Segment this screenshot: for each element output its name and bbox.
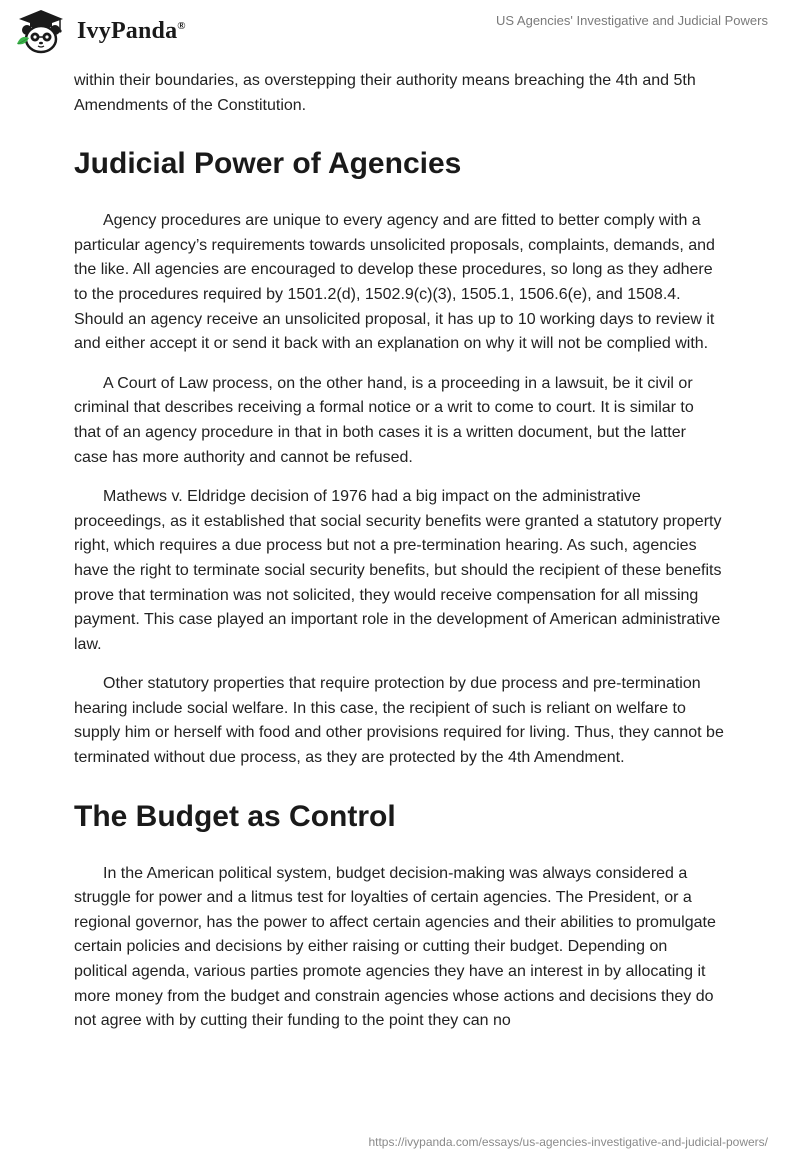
document-title: US Agencies' Investigative and Judicial Powers (495, 13, 768, 28)
registered-mark: ® (177, 20, 186, 32)
section-heading-judicial-power: Judicial Power of Agencies (74, 147, 462, 181)
paragraph: A Court of Law process, on the other hand, is a proceeding in a lawsuit, be it civil or criminal that describes receiving a formal notice or a writ to come to court. It is similar to that of an agency procedure in that in both cases it is a written document, but the latter case has more authority and cannot be refused. (74, 374, 694, 466)
essay-content (74, 69, 724, 1049)
intro-paragraph: within their boundaries, as overstepping their authority means breaching the 4th and 5th Amendments of the Constitution. (74, 72, 696, 114)
section-heading-budget-control: The Budget as Control (74, 799, 396, 833)
paragraph: Other statutory properties that require protection by due process and pre-termination hearing include social welfare. In this case, the recipient of such is reliant on welfare to supply him or herself with food and other provisions required for living. Thus, they cannot be terminated without due process, as they are protected by the 4th Amendment. (74, 675, 724, 767)
brand-name (77, 18, 186, 45)
paragraph: In the American political system, budget decision-making was always considered a struggle for power and a litmus test for loyalties of certain agencies. The President, or a regional governor, has the power to affect certain agencies and their abilities to promulgate certain policies and decisions by either raising or cutting their budget. Depending on political agenda, various parties promote agencies they have an interest in by allocating it more money from the budget and constrain agencies whose actions and decisions they do not agree with by cutting their funding to the point they can no (74, 864, 716, 1030)
brand-text: IvyPanda (77, 18, 178, 44)
panda-graduate-icon (15, 8, 67, 56)
page-header (0, 0, 800, 64)
paragraph: Agency procedures are unique to every agency and are fitted to better comply with a particular agency’s requirements towards unsolicited proposals, complaints, demands, and the like. All agencies are encouraged to develop these procedures, so long as they adhere to the procedures required by 1501.2(d), 1502.9(c)(3), 1505.1, 1506.6(e), and 1508.4. Should an agency receive an unsolicited proposal, it has up to 10 working days to review it and either accept it or send it back with an explanation on why it will not be complied with. (74, 212, 715, 353)
paragraph: Mathews v. Eldridge decision of 1976 had a big impact on the administrative proceedings, as it established that social security benefits were granted a statutory property right, which requires a due process but not a pre-termination hearing. As such, agencies have the right to terminate social security benefits, but should the recipient of these benefits prove that termination was not solicited, they would receive compensation for all missing payment. This case played an important role in the development of American administrative law. (74, 488, 722, 653)
ivypanda-logo[interactable] (15, 8, 195, 56)
source-url[interactable]: https://ivypanda.com/essays/us-agencies-investigative-and-judicial-powers/ (368, 1135, 768, 1149)
